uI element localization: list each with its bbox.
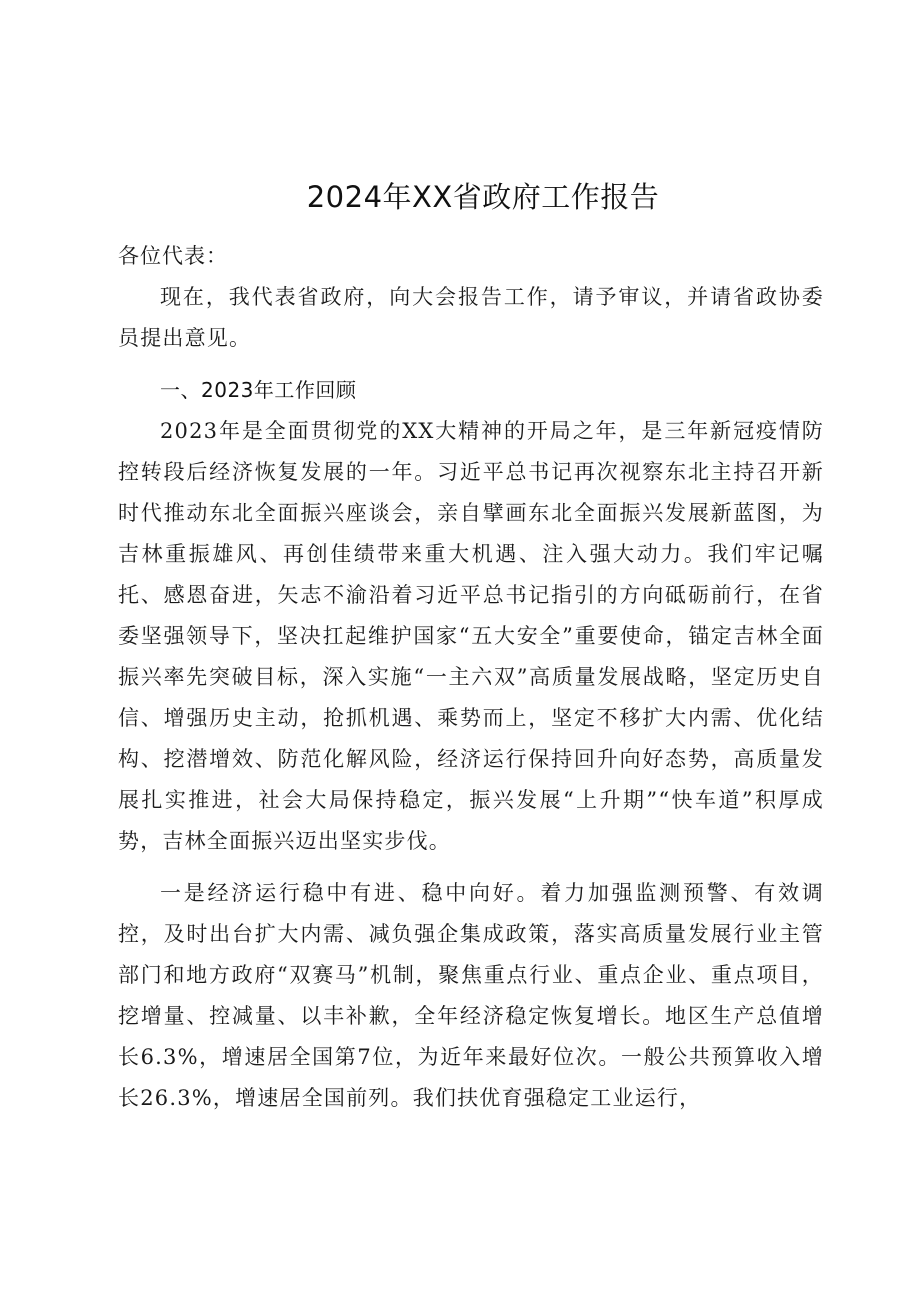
body-paragraph-overview: 2023年是全面贯彻党的XX大精神的开局之年，是三年新冠疫情防控转段后经济恢复发展的一年。习近平总书记再次视察东北主持召开新时代推动东北全面振兴座谈会，亲自擘画东北全面振兴发展新蓝图，为吉林重振雄风、再创佳绩带来重大机遇、注入强大动力。我们牢记嘱托、感恩奋进，矢志不渝沿着习近平总书记指引的方向砥砺前行，在省委坚强领导下，坚决扛起维护国家“五大安全”重要使命，锚定吉林全面振兴率先突破目标，深入实施“一主六双”高质量发展战略，坚定历史自信、增强历史主动，抢抓机遇、乘势而上，坚定不移扩大内需、优化结构、挖潜增效、防范化解风险，经济运行保持回升向好态势，高质量发展扎实推进，社会大局保持稳定，振兴发展“上升期”“快车道”积厚成势，吉林全面振兴迈出坚实步伐。	[118, 419, 824, 853]
section-heading-review: 一、2023年工作回顾	[160, 378, 357, 402]
body-paragraph-economy: 一是经济运行稳中有进、稳中向好。着力加强监测预警、有效调控，及时出台扩大内需、减负强企集成政策，落实高质量发展行业主管部门和地方政府“双赛马”机制，聚焦重点行业、重点企业、重点项目，挖增量、控减量、以丰补歉，全年经济稳定恢复增长。地区生产总值增长6.3%，增速居全国第7位，为近年来最好位次。一般公共预算收入增长26.3%，增速居全国前列。我们扶优育强稳定工业运行，	[118, 881, 824, 1110]
salutation: 各位代表：	[118, 244, 228, 268]
intro-paragraph: 现在，我代表省政府，向大会报告工作，请予审议，并请省政协委员提出意见。	[118, 285, 824, 350]
document-title: 2024年XX省政府工作报告	[306, 180, 660, 214]
document-body	[118, 172, 824, 1119]
